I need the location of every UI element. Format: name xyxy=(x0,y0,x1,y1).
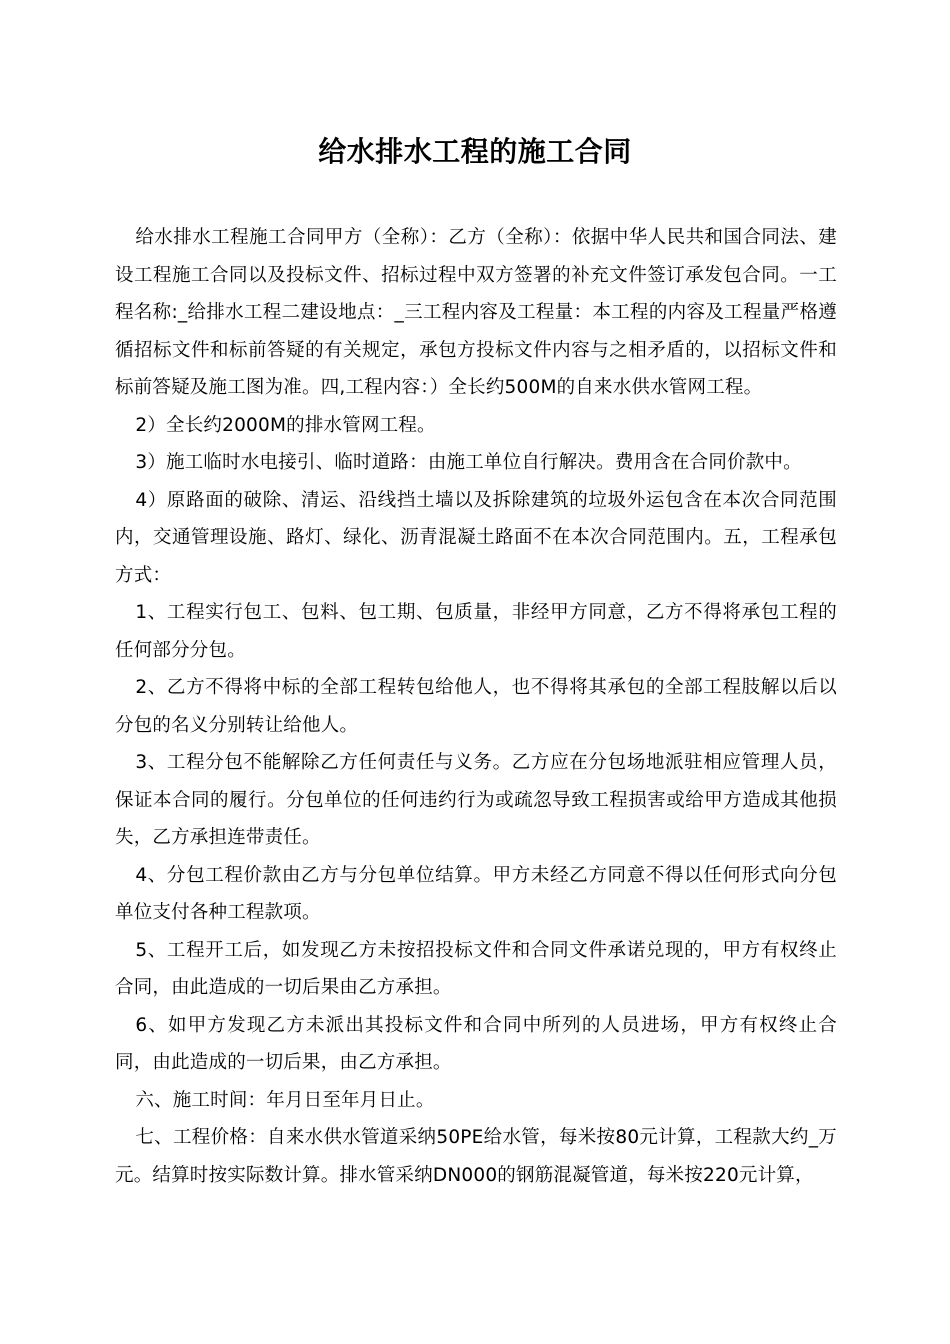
document-title: 给水排水工程的施工合同 xyxy=(318,135,632,168)
paragraph-item-3: 3）施工临时水电接引、临时道路：由施工单位自行解决。费用含在合同价款中。 xyxy=(135,452,802,473)
document-body xyxy=(115,219,837,1194)
paragraph-clause-3: 3、工程分包不能解除乙方任何责任与义务。乙方应在分包场地派驻相应管理人员，保证本合同的履行。分包单位的任何违约行为或疏忽导致工程损害或给甲方造成其他损失，乙方承担连带责任。 xyxy=(115,752,837,848)
paragraph-clause-4: 4、分包工程价款由乙方与分包单位结算。甲方未经乙方同意不得以任何形式向分包单位支付各种工程款项。 xyxy=(115,864,837,923)
paragraph-clause-5: 5、工程开工后，如发现乙方未按招投标文件和合同文件承诺兑现的，甲方有权终止合同，由此造成的一切后果由乙方承担。 xyxy=(115,939,837,998)
paragraph-construction-time: 六、施工时间：年月日至年月日止。 xyxy=(135,1089,435,1111)
paragraph-clause-1: 1、工程实行包工、包料、包工期、包质量，非经甲方同意，乙方不得将承包工程的任何部分分包。 xyxy=(115,602,837,661)
paragraph-item-2: 2）全长约2000M的排水管网工程。 xyxy=(135,414,436,436)
paragraph-project-price: 七、工程价格：自来水供水管道采纳50PE给水管，每米按80元计算，工程款大约_万元。结算时按实际数计算。排水管采纳DN000的钢筋混凝管道，每米按220元计算， xyxy=(115,1127,837,1186)
paragraph-clause-2: 2、乙方不得将中标的全部工程转包给他人，也不得将其承包的全部工程肢解以后以分包的名义分别转让给他人。 xyxy=(115,677,837,736)
paragraph-intro: 给水排水工程施工合同甲方（全称）：乙方（全称）：依据中华人民共和国合同法、建设工程施工合同以及投标文件、招标过程中双方签署的补充文件签订承发包合同。一工程名称:_给排水工程二建设地点：_三工程内容及工程量：本工程的内容及工程量严格遵循招标文件和标前答疑的有关规定，承包方投标文件内容与之相矛盾的，以招标文件和标前答疑及施工图为准。四,工程内容：）全长约500M的自来水供水管网工程。 xyxy=(115,227,837,398)
paragraph-clause-6: 6、如甲方发现乙方未派出其投标文件和合同中所列的人员进场，甲方有权终止合同，由此造成的一切后果，由乙方承担。 xyxy=(115,1014,837,1073)
paragraph-item-4: 4）原路面的破除、清运、沿线挡土墙以及拆除建筑的垃圾外运包含在本次合同范围内，交通管理设施、路灯、绿化、沥青混凝土路面不在本次合同范围内。五，工程承包方式： xyxy=(115,489,837,586)
